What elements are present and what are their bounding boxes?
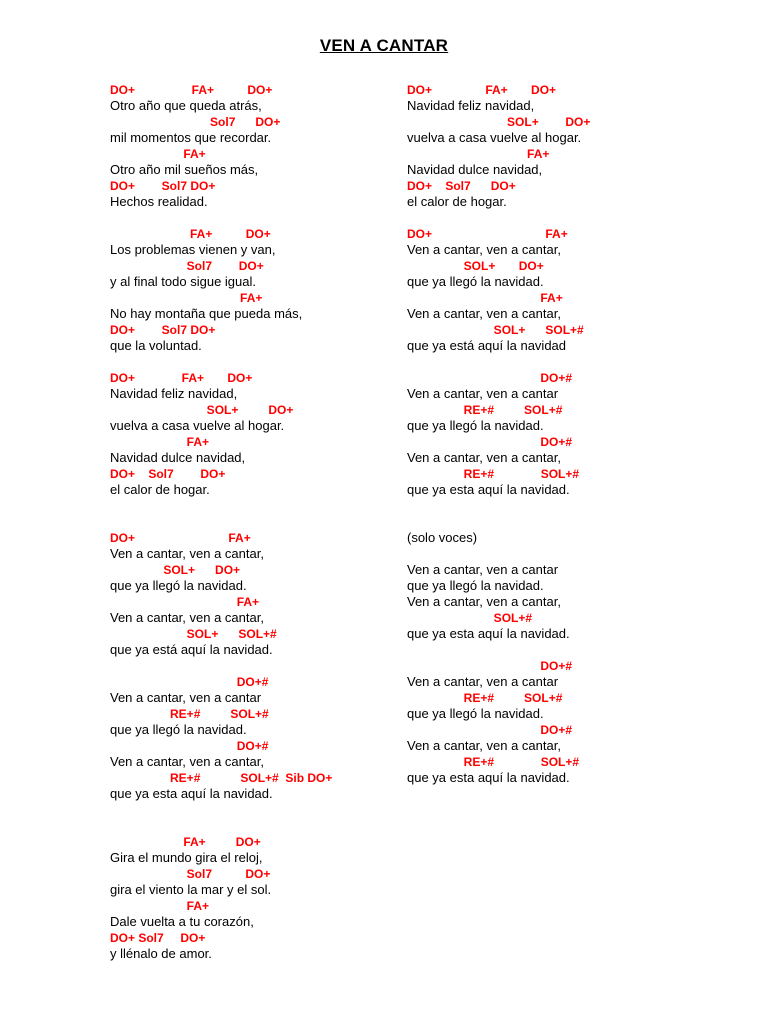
lyric-line: Ven a cantar, ven a cantar, xyxy=(110,546,264,561)
chord-line: FA+ xyxy=(110,147,206,161)
chord-line: FA+ DO+ xyxy=(110,835,261,849)
lyric-line: que ya llegó la navidad. xyxy=(407,418,544,433)
chord-line: DO+ FA+ DO+ xyxy=(110,371,253,385)
lyric-line: que ya llegó la navidad. xyxy=(407,274,544,289)
blank-line xyxy=(110,658,440,674)
chord-line: RE+# SOL+# Sib DO+ xyxy=(110,771,333,785)
chord-line: Sol7 DO+ xyxy=(110,115,281,129)
chord-line: FA+ xyxy=(110,291,263,305)
lyric-line: que ya está aquí la navidad xyxy=(407,338,567,353)
lyric-line: que ya llegó la navidad. xyxy=(407,706,544,721)
chord-line: Sol7 DO+ xyxy=(110,867,271,881)
lyric-line: gira el viento la mar y el sol. xyxy=(110,882,272,897)
chord-line: Sol7 DO+ xyxy=(110,259,264,273)
chord-line: FA+ DO+ xyxy=(110,227,271,241)
lyric-line: vuelva a casa vuelve al hogar. xyxy=(407,130,582,145)
chord-line: DO+# xyxy=(110,675,269,689)
blank-line xyxy=(110,514,440,530)
chord-line: DO+ Sol7 DO+ xyxy=(110,931,206,945)
blank-line xyxy=(407,546,737,562)
lyric-line: que ya esta aquí la navidad. xyxy=(407,626,570,641)
chord-line: DO+# xyxy=(407,371,573,385)
chord-line: RE+# SOL+# xyxy=(407,755,580,769)
lyric-line: Gira el mundo gira el reloj, xyxy=(110,850,263,865)
blank-line xyxy=(110,498,440,514)
lyric-line: Ven a cantar, ven a cantar, xyxy=(407,738,561,753)
lyric-line: Dale vuelta a tu corazón, xyxy=(110,914,254,929)
chord-line: RE+# SOL+# xyxy=(407,467,580,481)
lyric-line: Ven a cantar, ven a cantar xyxy=(407,386,559,401)
lyric-line: Ven a cantar, ven a cantar xyxy=(407,674,559,689)
chord-line: SOL+ SOL+# xyxy=(110,627,277,641)
lyric-line: que ya llegó la navidad. xyxy=(110,578,247,593)
lyrics-column-right xyxy=(407,82,737,786)
lyric-line: Ven a cantar, ven a cantar, xyxy=(110,610,264,625)
chord-line: RE+# SOL+# xyxy=(110,707,269,721)
lyric-line: mil momentos que recordar. xyxy=(110,130,272,145)
blank-line xyxy=(110,210,440,226)
lyric-line: que ya esta aquí la navidad. xyxy=(110,786,273,801)
song-title: VEN A CANTAR xyxy=(319,36,449,55)
lyric-line: Navidad feliz navidad, xyxy=(110,386,238,401)
lyric-line: Ven a cantar, ven a cantar, xyxy=(407,594,561,609)
chord-line: SOL+ DO+ xyxy=(110,563,241,577)
chord-line: FA+ xyxy=(110,899,210,913)
chord-line: DO+# xyxy=(110,739,269,753)
lyric-line: que la voluntad. xyxy=(110,338,202,353)
lyric-line: No hay montaña que pueda más, xyxy=(110,306,303,321)
chord-line: SOL+ DO+ xyxy=(110,403,294,417)
chord-line: DO+ FA+ DO+ xyxy=(110,83,273,97)
chord-line: RE+# SOL+# xyxy=(407,403,563,417)
blank-line xyxy=(110,818,440,834)
lyric-line: Otro año mil sueños más, xyxy=(110,162,259,177)
lyric-line: Navidad feliz navidad, xyxy=(407,98,535,113)
lyric-line: Los problemas vienen y van, xyxy=(110,242,276,257)
lyric-line: Navidad dulce navidad, xyxy=(407,162,543,177)
lyric-line: Ven a cantar, ven a cantar, xyxy=(407,306,561,321)
chord-line: DO+# xyxy=(407,435,573,449)
chord-line: DO+# xyxy=(407,659,573,673)
chord-line: DO+ FA+ xyxy=(110,531,251,545)
chord-line: SOL+ DO+ xyxy=(407,259,544,273)
blank-line xyxy=(407,354,737,370)
lyric-line: vuelva a casa vuelve al hogar. xyxy=(110,418,285,433)
lyric-line: (solo voces) xyxy=(407,530,478,545)
chord-line: FA+ xyxy=(407,291,563,305)
lyric-line: el calor de hogar. xyxy=(110,482,210,497)
lyric-line: Hechos realidad. xyxy=(110,194,208,209)
lyric-line: Ven a cantar, ven a cantar, xyxy=(407,242,561,257)
lyric-line: Ven a cantar, ven a cantar xyxy=(407,562,559,577)
blank-line xyxy=(110,802,440,818)
chord-line: FA+ xyxy=(407,147,550,161)
chord-line: SOL+ DO+ xyxy=(407,115,591,129)
lyric-line: Otro año que queda atrás, xyxy=(110,98,262,113)
chord-line: SOL+ SOL+# xyxy=(407,323,584,337)
blank-line xyxy=(110,354,440,370)
lyric-line: y al final todo sigue igual. xyxy=(110,274,256,289)
lyric-line: que ya llegó la navidad. xyxy=(407,578,544,593)
lyric-line: Navidad dulce navidad, xyxy=(110,450,246,465)
lyric-line: que ya está aquí la navidad. xyxy=(110,642,273,657)
lyric-line: Ven a cantar, ven a cantar, xyxy=(407,450,561,465)
chord-line: DO+ Sol7 DO+ xyxy=(110,467,226,481)
chord-line: DO+ Sol7 DO+ xyxy=(110,179,216,193)
chord-line: FA+ xyxy=(110,595,260,609)
chord-line: DO+ FA+ xyxy=(407,227,568,241)
chord-line: FA+ xyxy=(110,435,210,449)
lyric-line: y llénalo de amor. xyxy=(110,946,212,961)
blank-line xyxy=(407,642,737,658)
lyric-line: que ya llegó la navidad. xyxy=(110,722,247,737)
lyrics-column-left xyxy=(110,82,440,962)
chord-line: SOL+# xyxy=(407,611,533,625)
chord-line: RE+# SOL+# xyxy=(407,691,563,705)
lyric-line: Ven a cantar, ven a cantar, xyxy=(110,754,264,769)
lyric-line: que ya esta aquí la navidad. xyxy=(407,770,570,785)
chord-line: DO+ FA+ DO+ xyxy=(407,83,557,97)
blank-line xyxy=(407,514,737,530)
chord-line: DO+ Sol7 DO+ xyxy=(407,179,516,193)
chord-line: DO+ Sol7 DO+ xyxy=(110,323,216,337)
lyric-line: que ya esta aquí la navidad. xyxy=(407,482,570,497)
blank-line xyxy=(407,498,737,514)
blank-line xyxy=(407,210,737,226)
lyric-line: Ven a cantar, ven a cantar xyxy=(110,690,262,705)
lyric-line: el calor de hogar. xyxy=(407,194,507,209)
chord-line: DO+# xyxy=(407,723,573,737)
